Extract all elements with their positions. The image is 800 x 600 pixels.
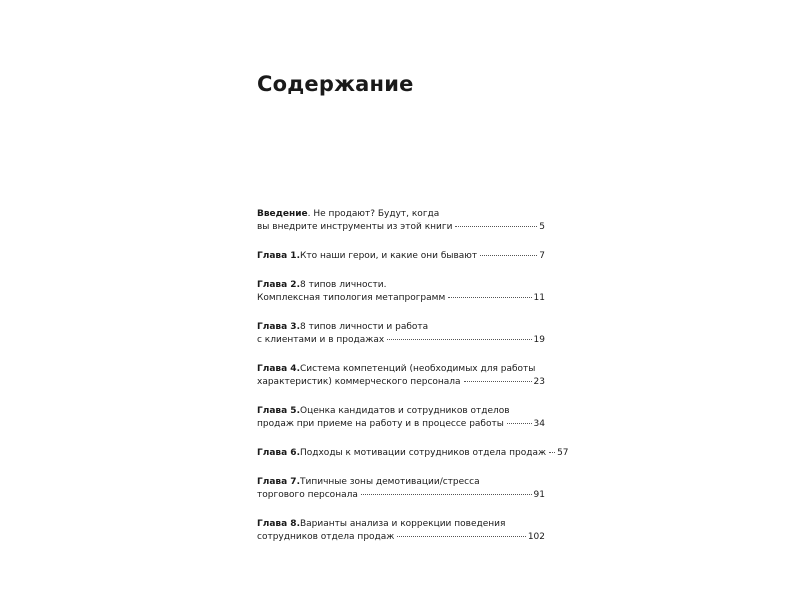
chapter-label: Глава 6. — [257, 448, 300, 458]
chapter-label: Глава 4. — [257, 364, 300, 374]
chapter-title: Система компетенций (необходимых для работы — [299, 364, 536, 374]
toc-entry-last-line — [257, 531, 545, 544]
toc-entry-first-line — [257, 405, 545, 418]
chapter-title: . Не продают? Будут, когда — [307, 209, 440, 219]
dot-leader — [361, 494, 532, 495]
toc-entry-last-line — [257, 292, 545, 305]
chapter-label: Глава 3. — [257, 322, 300, 332]
toc-entry-last-line — [257, 250, 545, 263]
toc-title: Содержание — [257, 72, 414, 96]
chapter-label: Глава 1. — [257, 251, 300, 261]
chapter-label: Глава 5. — [257, 406, 300, 416]
page-number: 5 — [539, 222, 545, 232]
dot-leader — [397, 536, 525, 537]
chapter-label: Глава 8. — [257, 519, 300, 529]
toc-entry-chapter-4[interactable] — [257, 363, 545, 389]
chapter-title-continued: с клиентами и в продажах — [257, 335, 385, 345]
toc-entry-chapter-5[interactable] — [257, 405, 545, 431]
chapter-title-continued: торгового персонала — [257, 490, 358, 500]
chapter-title: Оценка кандидатов и сотрудников отделов — [299, 406, 510, 416]
toc-entry-last-line — [257, 334, 545, 347]
chapter-label: Глава 7. — [257, 477, 300, 487]
chapter-title: Кто наши герои, и какие они бывают — [299, 251, 478, 261]
page-number: 11 — [533, 293, 545, 303]
page-number: 19 — [533, 335, 545, 345]
toc-entry-first-line — [257, 279, 545, 292]
chapter-title-continued: Комплексная типология метапрограмм — [257, 293, 446, 303]
toc-entry-first-line — [257, 518, 545, 531]
chapter-title-continued: вы внедрите инструменты из этой книги — [257, 222, 453, 232]
page-number: 102 — [527, 532, 545, 542]
page-number: 57 — [557, 448, 569, 458]
toc-entry-introduction[interactable] — [257, 208, 545, 234]
chapter-title: 8 типов личности. — [299, 280, 387, 290]
dot-leader — [387, 339, 531, 340]
dot-leader — [464, 381, 532, 382]
page-number: 7 — [539, 251, 545, 261]
dot-leader — [448, 297, 531, 298]
dot-leader — [549, 452, 555, 453]
chapter-title: Типичные зоны демотивации/стресса — [299, 477, 480, 487]
chapter-title: Варианты анализа и коррекции поведения — [299, 519, 506, 529]
toc-entry-chapter-3[interactable] — [257, 321, 545, 347]
chapter-title-continued: сотрудников отдела продаж — [257, 532, 395, 542]
dot-leader — [480, 255, 537, 256]
toc-entry-chapter-6[interactable] — [257, 447, 569, 460]
page-number: 23 — [533, 377, 545, 387]
toc-entry-last-line — [257, 447, 569, 460]
chapter-title-continued: продаж при приеме на работу и в процессе работы — [257, 419, 504, 429]
chapter-label: Введение — [257, 209, 308, 219]
page-number: 91 — [533, 490, 545, 500]
chapter-title: Подходы к мотивации сотрудников отдела продаж — [299, 448, 547, 458]
toc-entry-chapter-1[interactable] — [257, 250, 545, 263]
page-number: 34 — [533, 419, 545, 429]
toc-entry-chapter-7[interactable] — [257, 476, 545, 502]
toc-entry-first-line — [257, 321, 545, 334]
toc-entry-last-line — [257, 489, 545, 502]
toc-entry-last-line — [257, 376, 545, 389]
toc-entry-chapter-8[interactable] — [257, 518, 545, 544]
toc-entry-last-line — [257, 221, 545, 234]
toc-entry-chapter-2[interactable] — [257, 279, 545, 305]
toc-entry-first-line — [257, 363, 545, 376]
table-of-contents — [257, 208, 569, 560]
chapter-label: Глава 2. — [257, 280, 300, 290]
dot-leader — [507, 423, 532, 424]
dot-leader — [455, 226, 537, 227]
chapter-title: 8 типов личности и работа — [299, 322, 429, 332]
chapter-title-continued: характеристик) коммерческого персонала — [257, 377, 461, 387]
toc-entry-last-line — [257, 418, 545, 431]
toc-entry-first-line — [257, 208, 545, 221]
toc-entry-first-line — [257, 476, 545, 489]
